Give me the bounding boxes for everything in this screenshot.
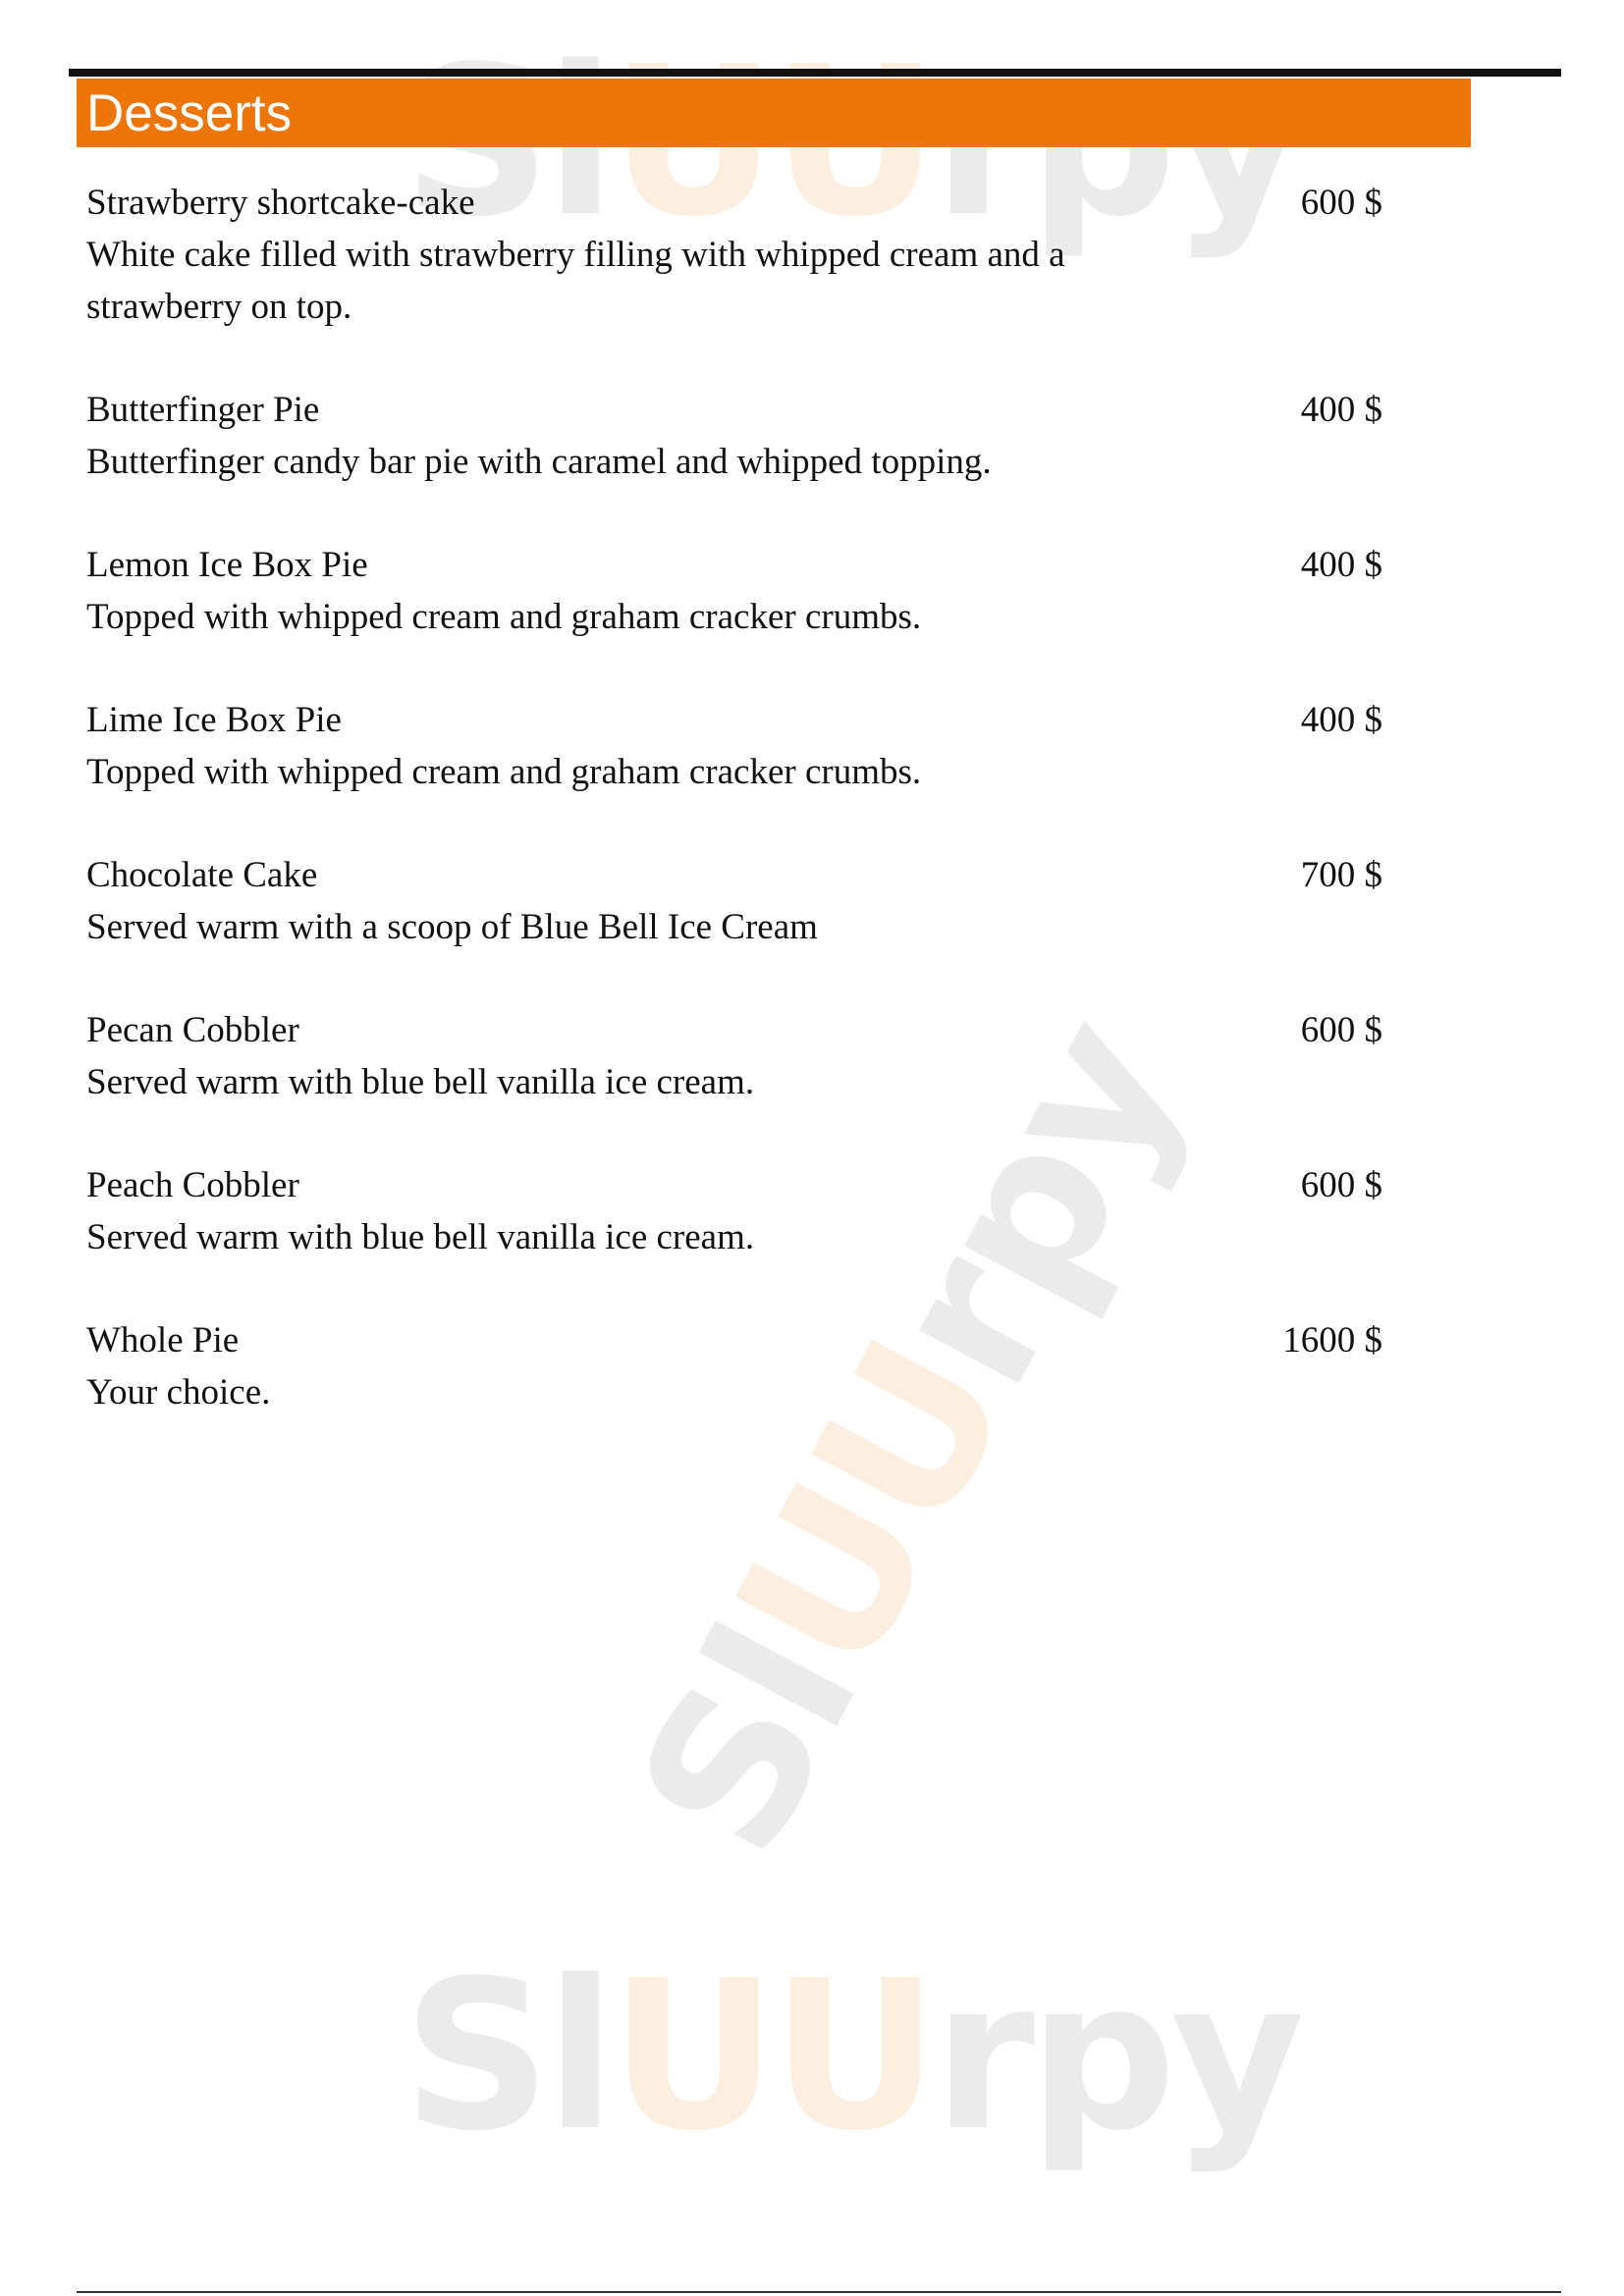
menu-item <box>86 539 1382 643</box>
item-name: Chocolate Cake <box>86 855 318 895</box>
item-description: Topped with whipped cream and graham cracker crumbs. <box>86 752 922 792</box>
bottom-divider <box>77 2291 1561 2293</box>
watermark-logo-part: rpy <box>841 986 1226 1422</box>
section-header <box>77 79 1471 147</box>
item-description: Butterfinger candy bar pie with caramel and whipped topping. <box>86 442 992 482</box>
item-name: Butterfinger Pie <box>86 390 320 430</box>
item-name: Pecan Cobbler <box>86 1010 299 1050</box>
item-description: White cake filled with strawberry filling with whipped cream and a strawberry on top. <box>86 235 1065 327</box>
item-price: 400 $ <box>1300 545 1382 585</box>
watermark-logo-part: Sl <box>403 1936 611 2176</box>
item-price: 1600 $ <box>1282 1320 1382 1361</box>
item-price: 600 $ <box>1300 1010 1382 1050</box>
item-price: 400 $ <box>1300 390 1382 430</box>
menu-item <box>86 1004 1382 1108</box>
menu-item <box>86 694 1382 798</box>
watermark-logo <box>403 1936 1300 2176</box>
item-price: 600 $ <box>1300 1165 1382 1205</box>
item-description: Served warm with blue bell vanilla ice cream. <box>86 1062 755 1102</box>
menu-item <box>86 849 1382 953</box>
menu-item <box>86 1159 1382 1263</box>
section-title: Desserts <box>86 83 293 142</box>
item-description: Your choice. <box>86 1372 271 1413</box>
item-name: Strawberry shortcake-cake <box>86 183 475 223</box>
watermark-logo-part: Sl <box>592 1593 903 1891</box>
item-description: Served warm with blue bell vanilla ice cream. <box>86 1217 755 1257</box>
item-name: Whole Pie <box>86 1320 240 1361</box>
item-description: Topped with whipped cream and graham cracker crumbs. <box>86 597 922 637</box>
menu-item <box>86 384 1382 488</box>
item-price: 600 $ <box>1300 183 1382 223</box>
item-name: Lemon Ice Box Pie <box>86 545 368 585</box>
menu-list <box>86 177 1382 1418</box>
top-divider <box>69 69 1561 77</box>
item-price: 400 $ <box>1300 700 1382 740</box>
watermark-logo-part: rpy <box>933 1936 1300 2176</box>
item-name: Peach Cobbler <box>86 1165 299 1205</box>
item-name: Lime Ice Box Pie <box>86 700 342 740</box>
menu-item <box>86 1314 1382 1418</box>
watermark-logo-part: UU <box>689 1308 1055 1707</box>
watermark-logo-part: UU <box>610 1936 934 2176</box>
item-description: Served warm with a scoop of Blue Bell Ice Cream <box>86 907 818 947</box>
menu-item <box>86 177 1382 333</box>
item-price: 700 $ <box>1300 855 1382 895</box>
